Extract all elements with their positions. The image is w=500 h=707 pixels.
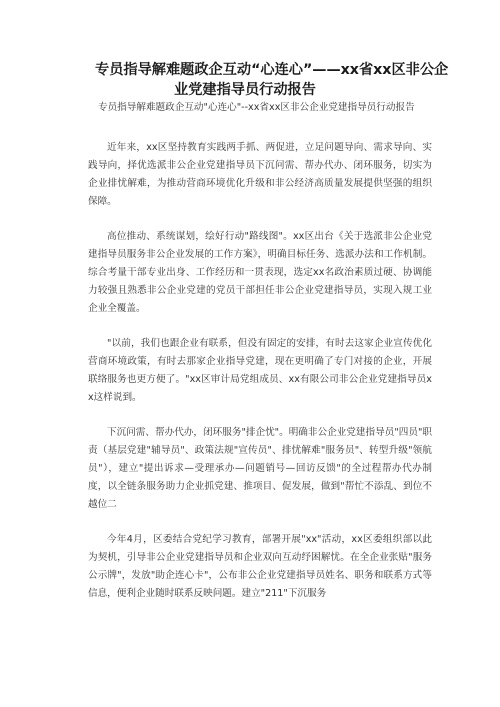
- body-paragraph: 高位推动、系统谋划，绘好行动"路线图"。xx区出台《关于选派非公企业党建指导员服务非公企业发展的工作方案》，明确目标任务、选派办法和工作机制。综合考量干部专业出身、工作经历和一贯表现，选定xx名政治素质过硬、协调能力较强且熟悉非公企业党建的党员干部担任非公企业党建指导员，实现入规工业企业全覆盖。: [88, 231, 432, 314]
- title-line-2: 业党建指导员行动报告: [174, 82, 316, 98]
- title-line-1: 专员指导解难题政企互动“心连心”——xx省xx区非公企: [95, 62, 449, 78]
- document-title: [95, 60, 449, 100]
- body-paragraph: 今年4月，区委结合党纪学习教育，部署开展"xx"活动，xx区委组织部以此为契机，引导非公企业党建指导员和企业双向互动纾困解忧。在全企业张贴"服务公示牌"，发放"助企连心卡"，公布非公企业党建指导员姓名、职务和联系方式等信息，便利企业随时联系反映问题。建立"211"下沉服务: [88, 534, 432, 599]
- body-paragraph: "以前，我们也跟企业有联系，但没有固定的安排，有时去这家企业宣传优化营商环境政策，有时去那家企业指导党建，现在更明确了专门对接的企业，开展联络服务也更方便了。"xx区审计局党组成员、xx有限公司非公企业党建指导员xx这样说到。: [88, 338, 432, 403]
- document-body: [88, 99, 432, 620]
- body-paragraph: 下沉问需、帮办代办，闭环服务"排企忧"。明确非公企业党建指导员"四员"职责（基层党建"辅导员"、政策法规"宣传员"、排忧解难"服务员"、转型升级"领航员"），建立"提出诉求—受理承办—问题销号—回访反馈"的全过程帮办代办制度，以全链条服务助力企业抓党建、推项目、促发展，做到"帮忙不添乱、到位不越位二: [88, 427, 432, 510]
- subtitle-paragraph: 专员指导解难题政企互动"心连心"--xx省xx区非公企业党建指导员行动报告: [98, 102, 415, 113]
- body-paragraph: 近年来，xx区坚持教育实践两手抓、两促进，立足问题导向、需求导向、实践导向，择优选派非公企业党建指导员下沉问需、帮办代办、闭环服务，切实为企业排忧解难，为推动营商环境优化升级和非公经济高质量发展提供坚强的组织保障。: [88, 142, 432, 207]
